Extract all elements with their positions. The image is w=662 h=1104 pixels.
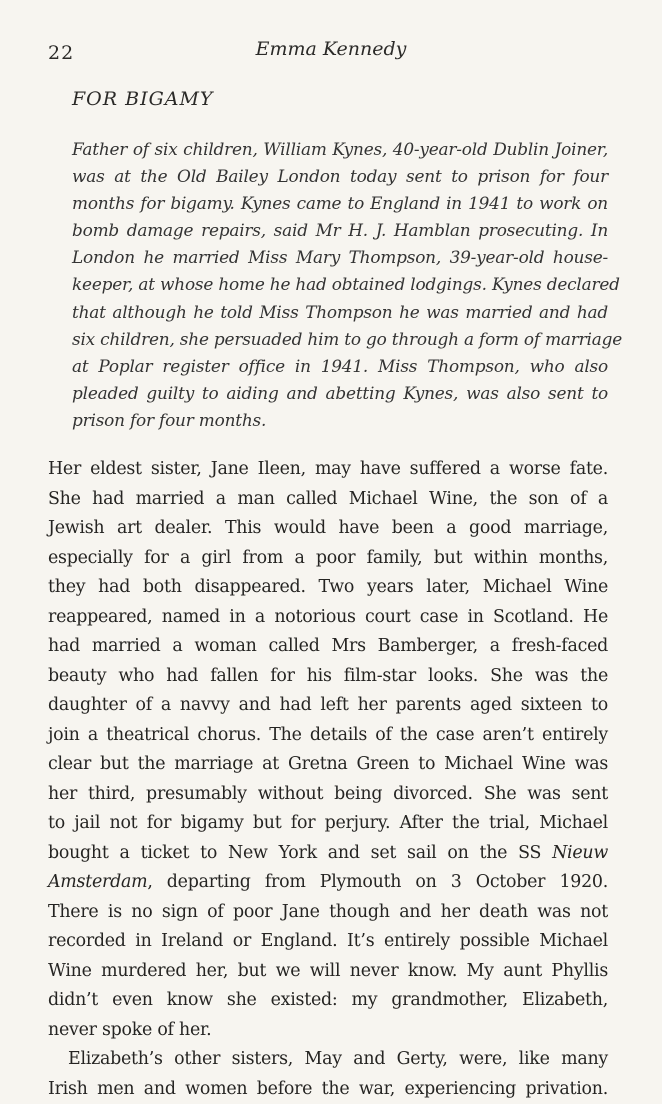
body-line: had married a woman called Mrs Bamberger, a fresh-faced [48, 632, 608, 662]
section-heading: FOR BIGAMY [72, 88, 213, 110]
clipping-line: pleaded guilty to aiding and abetting Kynes, was also sent to [72, 380, 608, 407]
ship-name-part: Amsterdam [48, 872, 147, 892]
body-line: never spoke of her. [48, 1016, 608, 1046]
body-line: didn’t even know she existed: my grandmother, Elizabeth, [48, 986, 608, 1016]
body-line: especially for a girl from a poor family, but within months, [48, 544, 608, 574]
newspaper-clipping [72, 136, 608, 434]
clipping-line: prison for four months. [72, 407, 608, 434]
clipping-line: months for bigamy. Kynes came to England in 1941 to work on [72, 190, 608, 217]
body-line: Irish men and women before the war, experiencing privation. [48, 1075, 608, 1104]
clipping-line: was at the Old Bailey London today sent to prison for four [72, 163, 608, 190]
body-line: She had married a man called Michael Wine, the son of a [48, 485, 608, 515]
page-number: 22 [48, 42, 74, 64]
body-text [48, 455, 608, 1104]
clipping-line: London he married Miss Mary Thompson, 39-year-old house- [72, 244, 608, 271]
body-line: clear but the marriage at Gretna Green to Michael Wine was [48, 750, 608, 780]
body-line: There is no sign of poor Jane though and her death was not [48, 898, 608, 928]
body-line: they had both disappeared. Two years later, Michael Wine [48, 573, 608, 603]
body-line: daughter of a navvy and had left her parents aged sixteen to [48, 691, 608, 721]
clipping-line: that although he told Miss Thompson he was married and had [72, 299, 608, 326]
body-line: Jewish art dealer. This would have been a good marriage, [48, 514, 608, 544]
running-head-author: Emma Kennedy [0, 38, 662, 60]
clipping-line: keeper, at whose home he had obtained lodgings. Kynes declared [72, 271, 608, 298]
clipping-line: six children, she persuaded him to go through a form of marriage [72, 326, 608, 353]
body-line: beauty who had fallen for his film-star looks. She was the [48, 662, 608, 692]
body-line: recorded in Ireland or England. It’s entirely possible Michael [48, 927, 608, 957]
clipping-line: at Poplar register office in 1941. Miss Thompson, who also [72, 353, 608, 380]
clipping-line: Father of six children, William Kynes, 40-year-old Dublin Joiner, [72, 136, 608, 163]
clipping-line: bomb damage repairs, said Mr H. J. Hamblan prosecuting. In [72, 217, 608, 244]
body-line: Elizabeth’s other sisters, May and Gerty, were, like many [48, 1045, 608, 1075]
body-line [48, 839, 608, 869]
body-line-text: bought a ticket to New York and set sail on the SS [48, 843, 541, 863]
body-line: join a theatrical chorus. The details of the case aren’t entirely [48, 721, 608, 751]
running-head [0, 38, 662, 66]
body-line: reappeared, named in a notorious court case in Scotland. He [48, 603, 608, 633]
body-line-text: , departing from Plymouth on 3 October 1920. [147, 872, 608, 892]
body-line: Her eldest sister, Jane Ileen, may have suffered a worse fate. [48, 455, 608, 485]
body-line: to jail not for bigamy but for perjury. After the trial, Michael [48, 809, 608, 839]
ship-name-part: Nieuw [552, 843, 608, 863]
body-line: her third, presumably without being divorced. She was sent [48, 780, 608, 810]
body-line [48, 868, 608, 898]
body-line: Wine murdered her, but we will never know. My aunt Phyllis [48, 957, 608, 987]
